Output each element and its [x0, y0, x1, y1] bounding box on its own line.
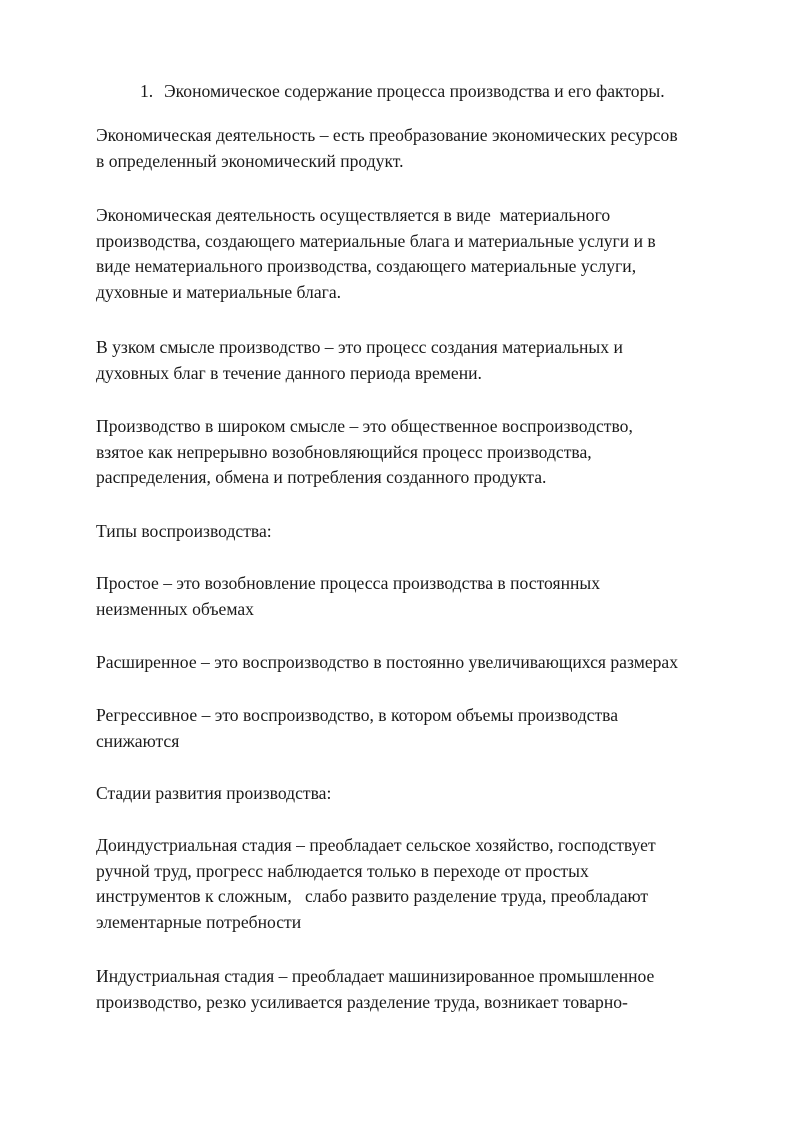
text-line: Простое – это возобновление процесса производства в постоянных — [96, 573, 601, 593]
text-line: Стадии развития производства: — [96, 783, 332, 803]
paragraph-simple-reproduction — [96, 571, 600, 622]
text-line: Экономическая деятельность осуществляется в виде материального — [96, 205, 611, 225]
text-line: элементарные потребности — [96, 911, 302, 932]
paragraph-preindustrial-stage — [96, 833, 656, 935]
text-line: распределения, обмена и потребления созданного продукта. — [96, 467, 547, 488]
paragraph-regressive-reproduction — [96, 703, 618, 754]
text-line: снижаются — [96, 730, 180, 751]
text-line: производства, создающего материальные блага и материальные услуги и в — [96, 230, 656, 251]
section-title: Экономическое содержание процесса производства и его факторы. — [164, 81, 665, 101]
text-line: ручной труд, прогресс наблюдается только в переходе от простых — [96, 860, 589, 881]
section-number: 1. — [140, 81, 154, 101]
text-line: виде нематериального производства, создающего материальные услуги, — [96, 256, 637, 277]
text-line: неизменных объемах — [96, 598, 254, 619]
text-line: Производство в широком смысле – это общественное воспроизводство, — [96, 416, 633, 436]
paragraph-industrial-stage — [96, 964, 654, 1015]
paragraph-reproduction-types-heading — [96, 519, 272, 545]
text-line: духовных благ в течение данного периода времени. — [96, 362, 482, 383]
text-line: духовные и материальные блага. — [96, 281, 342, 302]
text-line: производство, резко усиливается разделение труда, возникает товарно- — [96, 991, 628, 1012]
paragraph-narrow-sense — [96, 335, 623, 386]
text-line: Регрессивное – это воспроизводство, в котором объемы производства — [96, 705, 619, 725]
paragraph-extended-reproduction — [96, 650, 678, 676]
paragraph-definition — [96, 123, 678, 174]
text-line: Индустриальная стадия – преобладает машинизированное промышленное — [96, 966, 655, 986]
paragraph-broad-sense — [96, 414, 633, 491]
text-line: взятое как непрерывно возобновляющийся процесс производства, — [96, 441, 592, 462]
paragraph-activity-forms — [96, 203, 656, 305]
paragraph-development-stages-heading — [96, 781, 331, 807]
text-line: Расширенное – это воспроизводство в постоянно увеличивающихся размерах — [96, 652, 679, 672]
text-line: Доиндустриальная стадия – преобладает сельское хозяйство, господствует — [96, 835, 656, 855]
section-heading — [140, 79, 665, 105]
text-line: В узком смысле производство – это процесс создания материальных и — [96, 337, 623, 357]
text-line: инструментов к сложным, слабо развито разделение труда, преобладают — [96, 886, 649, 907]
text-line: Типы воспроизводства: — [96, 521, 272, 541]
text-line: в определенный экономический продукт. — [96, 150, 404, 171]
text-line: Экономическая деятельность – есть преобразование экономических ресурсов — [96, 125, 678, 145]
